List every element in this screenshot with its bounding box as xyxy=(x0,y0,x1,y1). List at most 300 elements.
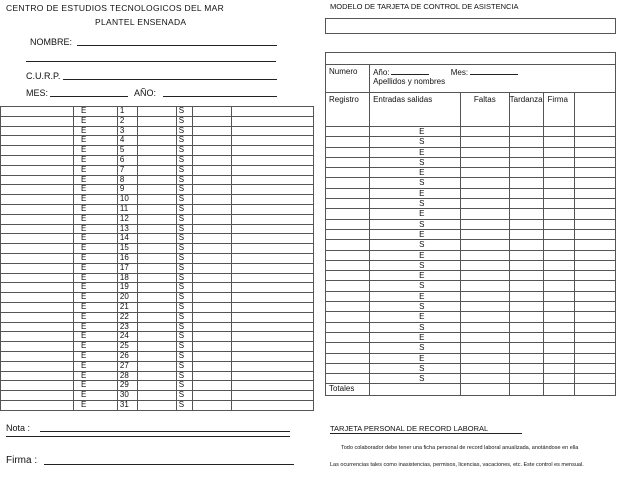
entry-letter: E xyxy=(74,332,118,342)
nota-field-line2[interactable] xyxy=(6,436,290,437)
day-cell[interactable] xyxy=(231,322,313,332)
exit-letter: S xyxy=(176,224,192,234)
record-cell[interactable] xyxy=(574,178,615,188)
record-cell[interactable] xyxy=(574,240,615,250)
day-cell xyxy=(193,361,231,371)
day-number: 29 xyxy=(117,381,137,391)
record-cell[interactable] xyxy=(509,332,543,342)
day-cell[interactable] xyxy=(1,136,74,146)
day-cell xyxy=(138,263,176,273)
record-cell[interactable] xyxy=(509,199,543,209)
record-cell[interactable] xyxy=(326,250,370,260)
day-cell[interactable] xyxy=(231,136,313,146)
record-cell[interactable] xyxy=(509,363,543,373)
record-cell[interactable] xyxy=(461,137,510,147)
record-cell[interactable] xyxy=(574,209,615,219)
curp-label: C.U.R.P. xyxy=(26,71,61,81)
record-cell[interactable] xyxy=(574,374,615,384)
day-cell[interactable] xyxy=(231,165,313,175)
day-cell[interactable] xyxy=(1,302,74,312)
day-cell[interactable] xyxy=(231,146,313,156)
nombre-field[interactable] xyxy=(77,45,277,46)
day-cell xyxy=(138,146,176,156)
record-cell[interactable] xyxy=(509,374,543,384)
record-cell[interactable] xyxy=(461,281,510,291)
record-cell[interactable] xyxy=(461,322,510,332)
exit-letter: S xyxy=(176,381,192,391)
exit-letter: S xyxy=(176,136,192,146)
record-cell[interactable] xyxy=(543,374,574,384)
exit-letter: S xyxy=(176,175,192,185)
day-cell xyxy=(138,273,176,283)
day-cell[interactable] xyxy=(1,155,74,165)
totales-cell[interactable] xyxy=(370,384,461,396)
exit-letter: S xyxy=(176,107,192,117)
totales-cell[interactable] xyxy=(543,384,574,396)
day-cell[interactable] xyxy=(231,361,313,371)
entry-letter: E xyxy=(74,165,118,175)
day-cell[interactable] xyxy=(1,400,74,410)
column-header-row xyxy=(326,93,616,127)
day-cell[interactable] xyxy=(1,342,74,352)
record-cell[interactable] xyxy=(509,302,543,312)
es-row xyxy=(326,291,616,301)
day-cell xyxy=(193,253,231,263)
exit-letter: S xyxy=(176,244,192,254)
day-cell[interactable] xyxy=(231,283,313,293)
es-letter: S xyxy=(370,343,461,353)
mes-right-field[interactable] xyxy=(470,67,518,75)
record-cell[interactable] xyxy=(461,260,510,270)
day-cell[interactable] xyxy=(231,400,313,410)
note-line-1: Todo colaborador debe tener una ficha personal de record laboral anualizada, anotándose en ella xyxy=(341,445,579,451)
record-cell[interactable] xyxy=(326,302,370,312)
record-cell[interactable] xyxy=(574,188,615,198)
record-cell[interactable] xyxy=(461,374,510,384)
es-row xyxy=(326,199,616,209)
day-cell[interactable] xyxy=(1,322,74,332)
record-cell[interactable] xyxy=(326,271,370,281)
day-row xyxy=(1,234,314,244)
day-cell[interactable] xyxy=(1,293,74,303)
es-letter: E xyxy=(370,209,461,219)
day-cell[interactable] xyxy=(231,224,313,234)
day-cell xyxy=(138,361,176,371)
exit-letter: S xyxy=(176,332,192,342)
day-cell[interactable] xyxy=(1,332,74,342)
day-number: 8 xyxy=(117,175,137,185)
record-cell[interactable] xyxy=(543,199,574,209)
record-cell[interactable] xyxy=(461,168,510,178)
day-row xyxy=(1,224,314,234)
record-cell[interactable] xyxy=(509,291,543,301)
day-cell xyxy=(138,381,176,391)
day-cell xyxy=(138,136,176,146)
record-cell[interactable] xyxy=(326,260,370,270)
registro-header: Registro xyxy=(326,93,370,127)
day-row xyxy=(1,244,314,254)
record-cell[interactable] xyxy=(509,157,543,167)
curp-field[interactable] xyxy=(63,79,277,80)
record-cell[interactable] xyxy=(461,363,510,373)
day-cell[interactable] xyxy=(231,107,313,117)
day-cell xyxy=(138,283,176,293)
exit-letter: S xyxy=(176,361,192,371)
record-cell[interactable] xyxy=(509,250,543,260)
record-cell[interactable] xyxy=(326,332,370,342)
firma-label: Firma : xyxy=(6,455,38,466)
record-cell[interactable] xyxy=(326,178,370,188)
record-cell[interactable] xyxy=(326,322,370,332)
record-cell[interactable] xyxy=(574,332,615,342)
day-cell[interactable] xyxy=(1,146,74,156)
record-cell[interactable] xyxy=(461,147,510,157)
exit-letter: S xyxy=(176,312,192,322)
day-cell[interactable] xyxy=(231,351,313,361)
record-cell[interactable] xyxy=(509,343,543,353)
day-cell[interactable] xyxy=(1,185,74,195)
day-cell[interactable] xyxy=(231,371,313,381)
record-cell[interactable] xyxy=(543,137,574,147)
record-cell[interactable] xyxy=(509,209,543,219)
day-cell[interactable] xyxy=(231,195,313,205)
record-cell[interactable] xyxy=(574,302,615,312)
day-cell[interactable] xyxy=(1,195,74,205)
entry-letter: E xyxy=(74,293,118,303)
anio-field[interactable] xyxy=(163,96,277,97)
record-cell[interactable] xyxy=(543,281,574,291)
day-cell[interactable] xyxy=(1,381,74,391)
day-cell[interactable] xyxy=(1,371,74,381)
record-cell[interactable] xyxy=(461,127,510,137)
record-cell[interactable] xyxy=(461,332,510,342)
nota-field[interactable] xyxy=(40,431,290,432)
day-cell[interactable] xyxy=(1,283,74,293)
record-cell[interactable] xyxy=(574,157,615,167)
record-cell[interactable] xyxy=(326,312,370,322)
exit-letter: S xyxy=(176,214,192,224)
es-letter: S xyxy=(370,137,461,147)
es-row xyxy=(326,322,616,332)
day-cell[interactable] xyxy=(1,165,74,175)
day-cell[interactable] xyxy=(231,175,313,185)
day-row xyxy=(1,381,314,391)
day-cell[interactable] xyxy=(231,273,313,283)
apellidos-label: Apellidos y nombres xyxy=(373,77,446,86)
record-cell[interactable] xyxy=(543,219,574,229)
day-row xyxy=(1,273,314,283)
day-cell[interactable] xyxy=(231,116,313,126)
day-cell[interactable] xyxy=(1,351,74,361)
record-cell[interactable] xyxy=(543,363,574,373)
record-cell[interactable] xyxy=(543,343,574,353)
record-cell[interactable] xyxy=(326,353,370,363)
es-row xyxy=(326,353,616,363)
record-cell[interactable] xyxy=(543,260,574,270)
record-cell[interactable] xyxy=(509,271,543,281)
record-cell[interactable] xyxy=(543,188,574,198)
record-cell[interactable] xyxy=(326,229,370,239)
record-cell[interactable] xyxy=(509,147,543,157)
totales-cell[interactable] xyxy=(574,384,615,396)
day-cell[interactable] xyxy=(231,332,313,342)
day-cell[interactable] xyxy=(231,391,313,401)
record-cell[interactable] xyxy=(326,343,370,353)
day-cell[interactable] xyxy=(1,253,74,263)
day-cell[interactable] xyxy=(1,361,74,371)
day-row xyxy=(1,312,314,322)
exit-letter: S xyxy=(176,283,192,293)
record-cell[interactable] xyxy=(543,291,574,301)
day-cell xyxy=(193,146,231,156)
day-number: 7 xyxy=(117,165,137,175)
record-cell[interactable] xyxy=(574,291,615,301)
record-cell[interactable] xyxy=(574,312,615,322)
record-cell[interactable] xyxy=(509,322,543,332)
day-cell[interactable] xyxy=(1,116,74,126)
record-cell[interactable] xyxy=(326,281,370,291)
record-cell[interactable] xyxy=(509,168,543,178)
day-cell[interactable] xyxy=(231,244,313,254)
record-cell[interactable] xyxy=(543,209,574,219)
day-cell xyxy=(138,224,176,234)
day-row xyxy=(1,322,314,332)
record-cell[interactable] xyxy=(326,199,370,209)
record-cell[interactable] xyxy=(326,219,370,229)
record-cell[interactable] xyxy=(574,271,615,281)
day-cell xyxy=(193,107,231,117)
exit-letter: S xyxy=(176,146,192,156)
es-row xyxy=(326,127,616,137)
record-cell[interactable] xyxy=(509,188,543,198)
record-cell[interactable] xyxy=(461,219,510,229)
record-cell[interactable] xyxy=(461,178,510,188)
es-row xyxy=(326,209,616,219)
record-cell[interactable] xyxy=(326,363,370,373)
day-cell xyxy=(193,195,231,205)
note-line-2: Las ocurrencias tales como inasistencias, permisos, licencias, vacaciones, etc. Este control es mensual. xyxy=(330,462,584,468)
card-title: TARJETA PERSONAL DE RECORD LABORAL xyxy=(330,424,489,433)
mes-field[interactable] xyxy=(50,96,128,97)
day-cell[interactable] xyxy=(1,224,74,234)
day-cell[interactable] xyxy=(1,273,74,283)
school-title: CENTRO DE ESTUDIOS TECNOLOGICOS DEL MAR xyxy=(6,3,225,13)
exit-letter: S xyxy=(176,400,192,410)
day-cell xyxy=(138,195,176,205)
record-cell[interactable] xyxy=(326,127,370,137)
day-cell xyxy=(193,244,231,254)
anio-label: AÑO: xyxy=(134,88,157,98)
day-cell[interactable] xyxy=(231,185,313,195)
day-cell xyxy=(193,116,231,126)
day-number: 18 xyxy=(117,273,137,283)
record-cell[interactable] xyxy=(509,229,543,239)
record-cell[interactable] xyxy=(543,271,574,281)
day-number: 12 xyxy=(117,214,137,224)
day-cell[interactable] xyxy=(1,244,74,254)
entry-letter: E xyxy=(74,175,118,185)
record-cell[interactable] xyxy=(326,291,370,301)
day-cell[interactable] xyxy=(231,155,313,165)
record-cell[interactable] xyxy=(574,219,615,229)
record-cell[interactable] xyxy=(543,322,574,332)
day-number: 17 xyxy=(117,263,137,273)
day-row xyxy=(1,126,314,136)
totales-label: Totales xyxy=(326,384,370,396)
record-cell[interactable] xyxy=(461,199,510,209)
record-cell[interactable] xyxy=(509,312,543,322)
exit-letter: S xyxy=(176,155,192,165)
record-cell[interactable] xyxy=(543,168,574,178)
record-cell[interactable] xyxy=(509,127,543,137)
record-cell[interactable] xyxy=(574,343,615,353)
record-cell[interactable] xyxy=(326,209,370,219)
record-cell[interactable] xyxy=(574,137,615,147)
anio-right-label: Año: xyxy=(373,68,390,77)
tardanza-header: Tardanza xyxy=(509,93,543,127)
record-cell[interactable] xyxy=(509,137,543,147)
totales-cell[interactable] xyxy=(509,384,543,396)
record-cell[interactable] xyxy=(326,188,370,198)
day-number: 11 xyxy=(117,204,137,214)
day-cell[interactable] xyxy=(231,234,313,244)
day-number: 5 xyxy=(117,146,137,156)
day-cell[interactable] xyxy=(1,312,74,322)
record-cell[interactable] xyxy=(543,240,574,250)
record-cell[interactable] xyxy=(543,312,574,322)
record-cell[interactable] xyxy=(461,250,510,260)
record-cell[interactable] xyxy=(574,168,615,178)
record-cell[interactable] xyxy=(461,312,510,322)
record-cell[interactable] xyxy=(509,260,543,270)
es-row xyxy=(326,137,616,147)
record-cell[interactable] xyxy=(543,353,574,363)
record-cell[interactable] xyxy=(574,260,615,270)
es-row xyxy=(326,343,616,353)
record-cell[interactable] xyxy=(574,353,615,363)
day-row xyxy=(1,400,314,410)
day-number: 21 xyxy=(117,302,137,312)
record-cell[interactable] xyxy=(543,157,574,167)
record-cell[interactable] xyxy=(509,219,543,229)
record-cell[interactable] xyxy=(326,240,370,250)
day-cell[interactable] xyxy=(1,234,74,244)
record-cell[interactable] xyxy=(461,157,510,167)
day-cell[interactable] xyxy=(1,107,74,117)
entry-letter: E xyxy=(74,381,118,391)
record-cell[interactable] xyxy=(326,147,370,157)
record-cell[interactable] xyxy=(461,302,510,312)
record-cell[interactable] xyxy=(574,250,615,260)
day-cell xyxy=(193,342,231,352)
entry-letter: E xyxy=(74,371,118,381)
record-cell[interactable] xyxy=(574,322,615,332)
record-cell[interactable] xyxy=(543,127,574,137)
record-cell[interactable] xyxy=(543,250,574,260)
day-number: 2 xyxy=(117,116,137,126)
record-cell[interactable] xyxy=(461,291,510,301)
record-cell[interactable] xyxy=(574,281,615,291)
record-cell[interactable] xyxy=(574,229,615,239)
attendance-card-table xyxy=(325,52,616,396)
exit-letter: S xyxy=(176,371,192,381)
day-row xyxy=(1,332,314,342)
record-cell[interactable] xyxy=(509,178,543,188)
day-cell[interactable] xyxy=(1,204,74,214)
record-cell[interactable] xyxy=(461,353,510,363)
day-cell xyxy=(193,273,231,283)
day-cell[interactable] xyxy=(231,204,313,214)
record-cell[interactable] xyxy=(574,127,615,137)
record-cell[interactable] xyxy=(509,353,543,363)
day-cell[interactable] xyxy=(231,302,313,312)
day-cell[interactable] xyxy=(231,214,313,224)
day-cell[interactable] xyxy=(231,253,313,263)
day-cell xyxy=(193,263,231,273)
record-cell[interactable] xyxy=(461,343,510,353)
record-cell[interactable] xyxy=(461,271,510,281)
day-cell[interactable] xyxy=(231,263,313,273)
day-cell[interactable] xyxy=(1,126,74,136)
firma-field[interactable] xyxy=(44,464,294,465)
day-number: 10 xyxy=(117,195,137,205)
entry-letter: E xyxy=(74,263,118,273)
day-number: 15 xyxy=(117,244,137,254)
day-cell[interactable] xyxy=(231,312,313,322)
record-cell[interactable] xyxy=(509,281,543,291)
record-cell[interactable] xyxy=(326,374,370,384)
day-row xyxy=(1,371,314,381)
record-cell[interactable] xyxy=(574,363,615,373)
day-cell[interactable] xyxy=(231,126,313,136)
record-cell[interactable] xyxy=(574,199,615,209)
day-cell xyxy=(193,322,231,332)
card-header-box xyxy=(325,18,616,34)
day-cell[interactable] xyxy=(1,391,74,401)
anio-right-field[interactable] xyxy=(391,67,429,75)
totales-cell[interactable] xyxy=(461,384,510,396)
record-cell[interactable] xyxy=(461,188,510,198)
day-cell[interactable] xyxy=(1,214,74,224)
day-cell[interactable] xyxy=(1,175,74,185)
day-row xyxy=(1,214,314,224)
record-cell[interactable] xyxy=(509,240,543,250)
record-cell[interactable] xyxy=(543,229,574,239)
record-cell[interactable] xyxy=(461,229,510,239)
day-cell[interactable] xyxy=(1,263,74,273)
record-cell[interactable] xyxy=(543,147,574,157)
record-cell[interactable] xyxy=(326,137,370,147)
record-cell[interactable] xyxy=(461,240,510,250)
totales-row xyxy=(326,384,616,396)
record-cell[interactable] xyxy=(543,302,574,312)
nombre-field-line2[interactable] xyxy=(26,61,276,62)
record-cell[interactable] xyxy=(574,147,615,157)
record-cell[interactable] xyxy=(326,168,370,178)
day-cell[interactable] xyxy=(231,381,313,391)
record-cell[interactable] xyxy=(543,178,574,188)
record-cell[interactable] xyxy=(326,157,370,167)
day-cell[interactable] xyxy=(231,342,313,352)
es-letter: S xyxy=(370,157,461,167)
day-cell[interactable] xyxy=(231,293,313,303)
entry-letter: E xyxy=(74,185,118,195)
exit-letter: S xyxy=(176,293,192,303)
record-cell[interactable] xyxy=(461,209,510,219)
record-cell[interactable] xyxy=(543,332,574,342)
day-number: 9 xyxy=(117,185,137,195)
day-row xyxy=(1,253,314,263)
